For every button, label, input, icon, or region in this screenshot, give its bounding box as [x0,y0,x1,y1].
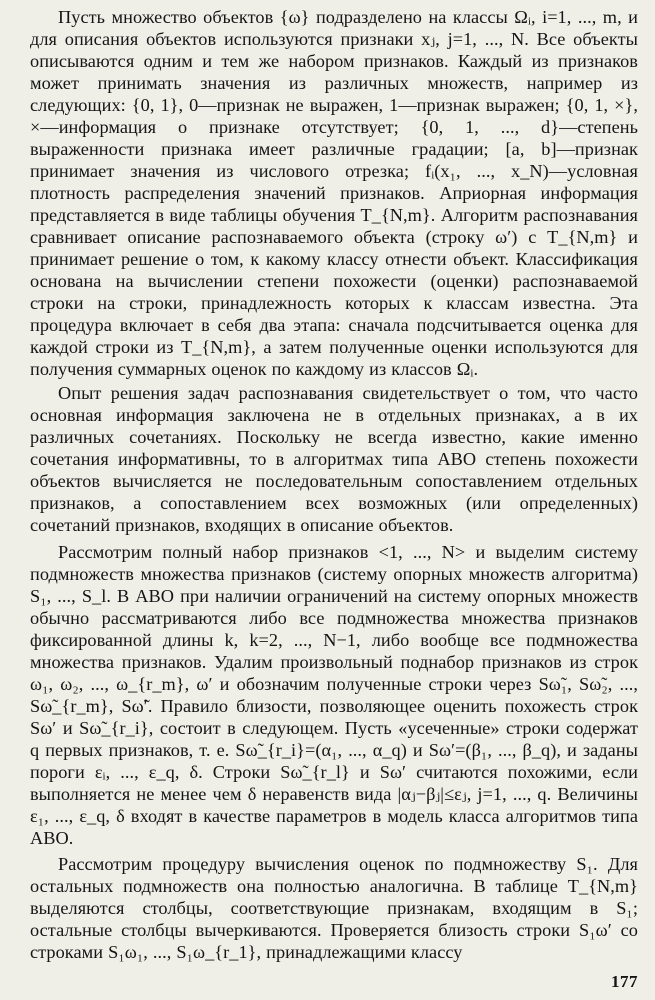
paragraph-1: Пусть множество объектов {ω} подразделено на классы Ωᵢ, i=1, ..., m, и для описания объектов используются признаки xⱼ, j=1, ..., N. Все объекты описываются одним и тем же набором признаков. Каждый из признаков может принимать значения из различных множеств, например из следующих: {0, 1}, 0—признак не выражен, 1—признак выражен; {0, 1, ×}, ×—информация о признаке отсутствует; {0, 1, ..., d}—степень выраженности признака имеет различные градации; [a, b]—признак принимает значения из числового отрезка; fᵢ(x₁, ..., x_N)—условная плотность распределения значений признаков. Априорная информация представляется в виде таблицы обучения T_{N,m}. Алгоритм распознавания сравнивает описание распознаваемого объекта (строку ω′) с T_{N,m} и принимает решение о том, к какому классу отнести объект. Классификация основана на вычислении степени похожести (оценки) распознаваемой строки на строки, принадлежность которых к классам известна. Эта процедура включает в себя два этапа: сначала подсчитывается оценка для каждой строки из T_{N,m}, а затем полученные оценки используются для получения суммарных оценок по каждому из классов Ωᵢ. [30,7,638,379]
paragraph-4: Рассмотрим процедуру вычисления оценок по подмножеству S₁. Для остальных подмножеств она полностью аналогична. В таблице T_{N,m} выделяются столбцы, соответствующие признакам, входящим в S₁; остальные столбцы вычеркиваются. Проверяется близость строки S₁ω′ со строками S₁ω₁, ..., S₁ω_{r_1}, принадлежащими классу [30,854,638,962]
book-page [30,6,638,1000]
paragraph-2: Опыт решения задач распознавания свидетельствует о том, что часто основная информация заключена не в отдельных признаках, а в их различных сочетаниях. Поскольку не всегда известно, какие именно сочетания информативны, то в алгоритмах типа АВО степень похожести объектов вычисляется не последовательным сопоставлением отдельных признаков, а сопоставлением всех возможных (или определенных) сочетаний признаков, входящих в описание объектов. [30,383,638,535]
page-number: 177 [611,972,638,991]
paragraph-3: Рассмотрим полный набор признаков <1, ..., N> и выделим систему подмножеств множества признаков (систему опорных множеств алгоритма) S₁, ..., S_l. В АВО при наличии ограничений на систему опорных множеств обычно рассматриваются либо все подмножества множества признаков фиксированной длины k, k=2, ..., N−1, либо вообще все подмножества множества признаков. Удалим произвольный поднабор признаков из строк ω₁, ω₂, ..., ω_{r_m}, ω′ и обозначим полученные строки через Sω̃₁, Sω̃₂, ..., Sω̃_{r_m}, Sω̃′. Правило близости, позволяющее оценить похожесть строк Sω′ и Sω̃_{r_i}, состоит в следующем. Пусть «усеченные» строки содержат q первых признаков, т. е. Sω̃_{r_i}=(α₁, ..., α_q) и Sω′=(β₁, ..., β_q), и заданы пороги εᵢ, ..., ε_q, δ. Строки Sω̃_{r_l} и Sω′ считаются похожими, если выполняется не менее чем δ неравенств вида |αⱼ−βⱼ|≤εⱼ, j=1, ..., q. Величины ε₁, ..., ε_q, δ входят в качестве параметров в модель класса алгоритмов типа АВО. [30,542,638,848]
